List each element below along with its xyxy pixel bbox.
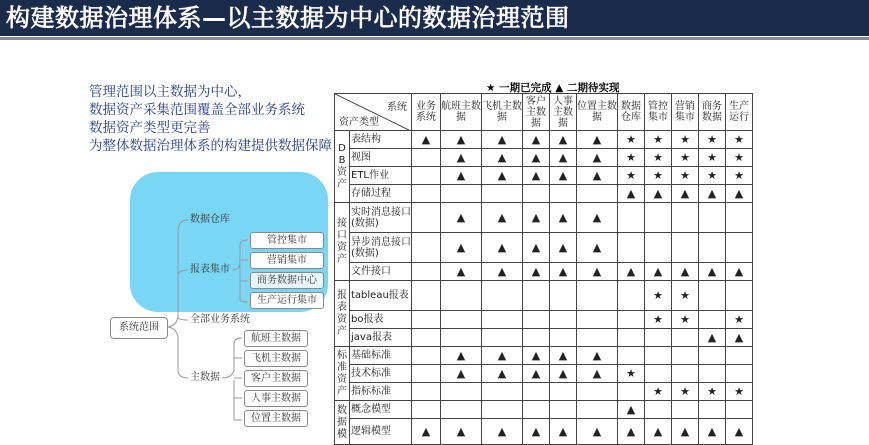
corner-system-label: 系统 xyxy=(387,102,407,113)
status-mark-cell xyxy=(412,347,441,365)
status-mark-cell: ★ xyxy=(645,149,672,167)
status-mark-cell: ▲ xyxy=(550,149,577,167)
asset-group-label: 报表资产 xyxy=(335,281,350,347)
status-mark-cell xyxy=(523,281,550,311)
status-mark-cell xyxy=(618,383,645,401)
status-mark-cell: ▲ xyxy=(482,131,523,149)
status-mark-cell xyxy=(441,185,482,203)
column-header: 飞机主数据 xyxy=(482,94,523,131)
mindmap-branch-report-mart: 报表集市 xyxy=(190,264,230,275)
status-mark-cell: ▲ xyxy=(523,131,550,149)
status-mark-cell: ▲ xyxy=(523,203,550,233)
status-mark-cell xyxy=(726,281,753,311)
asset-group-label: 接口资产 xyxy=(335,203,350,281)
status-mark-cell: ▲ xyxy=(618,263,645,281)
description-line: 数据资产采集范围覆盖全部业务系统 xyxy=(89,102,305,118)
table-row xyxy=(335,419,753,445)
status-mark-cell xyxy=(672,203,699,233)
status-mark-cell xyxy=(672,347,699,365)
status-mark-cell: ▲ xyxy=(523,233,550,263)
status-mark-cell: ▲ xyxy=(726,185,753,203)
status-mark-cell: ▲ xyxy=(577,203,618,233)
description-line: 管理范围以主数据为中心， xyxy=(89,84,251,100)
status-mark-cell xyxy=(699,203,726,233)
table-row xyxy=(335,329,753,347)
status-mark-cell: ★ xyxy=(672,131,699,149)
status-mark-cell: ▲ xyxy=(523,263,550,281)
status-mark-cell xyxy=(412,185,441,203)
status-mark-cell xyxy=(482,281,523,311)
mindmap-leaf-report: 营销集市 xyxy=(250,252,324,269)
table-corner-cell xyxy=(335,94,412,131)
status-mark-cell: ★ xyxy=(699,149,726,167)
table-body xyxy=(335,131,753,445)
status-mark-cell xyxy=(645,401,672,419)
status-mark-cell: ▲ xyxy=(441,233,482,263)
status-mark-cell xyxy=(412,401,441,419)
status-mark-cell: ▲ xyxy=(441,167,482,185)
status-mark-cell: ▲ xyxy=(699,329,726,347)
status-mark-cell: ▲ xyxy=(699,185,726,203)
status-mark-cell: ▲ xyxy=(482,365,523,383)
status-mark-cell: ▲ xyxy=(550,365,577,383)
status-mark-cell: ★ xyxy=(726,167,753,185)
asset-type-cell: 视图 xyxy=(350,149,412,167)
status-mark-cell xyxy=(441,329,482,347)
status-mark-cell: ▲ xyxy=(550,203,577,233)
status-mark-cell xyxy=(618,311,645,329)
status-mark-cell xyxy=(577,329,618,347)
asset-type-cell: java报表 xyxy=(350,329,412,347)
table-row xyxy=(335,347,753,365)
description-line: 为整体数据治理体系的构建提供数据保障 xyxy=(89,138,332,154)
status-mark-cell: ▲ xyxy=(550,263,577,281)
status-mark-cell: ★ xyxy=(726,383,753,401)
status-mark-cell xyxy=(550,281,577,311)
status-mark-cell xyxy=(618,329,645,347)
table-row xyxy=(335,365,753,383)
asset-type-cell: 实时消息接口(数据) xyxy=(350,203,412,233)
status-mark-cell: ▲ xyxy=(618,419,645,445)
status-mark-cell: ▲ xyxy=(441,203,482,233)
status-mark-cell xyxy=(699,401,726,419)
status-mark-cell xyxy=(672,401,699,419)
status-mark-cell: ★ xyxy=(645,383,672,401)
status-mark-cell xyxy=(577,185,618,203)
status-mark-cell: ▲ xyxy=(726,263,753,281)
status-mark-cell: ▲ xyxy=(482,419,523,445)
status-mark-cell xyxy=(482,401,523,419)
status-mark-cell: ▲ xyxy=(412,131,441,149)
status-mark-cell xyxy=(699,281,726,311)
page-title: 构建数据治理体系—以主数据为中心的数据治理范围 xyxy=(6,4,570,32)
status-mark-cell xyxy=(523,185,550,203)
status-mark-cell xyxy=(699,347,726,365)
status-mark-cell: ▲ xyxy=(726,329,753,347)
status-mark-cell: ▲ xyxy=(577,263,618,281)
status-mark-cell xyxy=(412,167,441,185)
status-mark-cell: ▲ xyxy=(577,149,618,167)
status-mark-cell: ▲ xyxy=(482,347,523,365)
table-row xyxy=(335,263,753,281)
mindmap-leaf-master: 客户主数据 xyxy=(244,370,308,387)
title-bar xyxy=(0,0,869,36)
column-header: 业务系统 xyxy=(412,94,441,131)
asset-type-cell: tableau报表 xyxy=(350,281,412,311)
status-mark-cell xyxy=(523,329,550,347)
status-mark-cell xyxy=(672,365,699,383)
status-mark-cell: ▲ xyxy=(482,263,523,281)
column-header: 数据仓库 xyxy=(618,94,645,131)
mindmap-leaf-master: 飞机主数据 xyxy=(244,350,308,367)
mindmap-root: 系统范围 xyxy=(110,317,168,339)
table-legend: ★ 一期已完成 ▲ 二期待实现 xyxy=(486,82,620,94)
status-mark-cell xyxy=(441,311,482,329)
status-mark-cell xyxy=(412,263,441,281)
status-mark-cell: ★ xyxy=(699,383,726,401)
column-header: 航班主数据 xyxy=(441,94,482,131)
status-mark-cell: ▲ xyxy=(645,185,672,203)
status-mark-cell xyxy=(726,365,753,383)
status-mark-cell: ▲ xyxy=(577,167,618,185)
status-mark-cell: ▲ xyxy=(577,365,618,383)
status-mark-cell xyxy=(412,149,441,167)
status-mark-cell: ▲ xyxy=(577,347,618,365)
status-mark-cell xyxy=(412,365,441,383)
status-mark-cell: ★ xyxy=(672,167,699,185)
table-row xyxy=(335,131,753,149)
status-mark-cell: ▲ xyxy=(441,263,482,281)
table-row xyxy=(335,203,753,233)
status-mark-cell xyxy=(412,281,441,311)
status-mark-cell: ▲ xyxy=(482,167,523,185)
status-mark-cell xyxy=(550,311,577,329)
status-mark-cell xyxy=(577,383,618,401)
scope-table xyxy=(334,93,753,445)
status-mark-cell xyxy=(645,203,672,233)
status-mark-cell: ▲ xyxy=(523,167,550,185)
table-row xyxy=(335,167,753,185)
status-mark-cell: ★ xyxy=(618,131,645,149)
description-line: 数据资产类型更完善 xyxy=(89,120,211,136)
mindmap-branch-all-systems: 全部业务系统 xyxy=(190,314,250,325)
status-mark-cell: ▲ xyxy=(618,185,645,203)
status-mark-cell: ▲ xyxy=(618,401,645,419)
status-mark-cell: ★ xyxy=(672,281,699,311)
status-mark-cell: ▲ xyxy=(672,263,699,281)
status-mark-cell xyxy=(618,347,645,365)
status-mark-cell: ★ xyxy=(726,311,753,329)
status-mark-cell: ▲ xyxy=(412,419,441,445)
status-mark-cell: ▲ xyxy=(441,149,482,167)
status-mark-cell: ▲ xyxy=(441,419,482,445)
status-mark-cell: ★ xyxy=(726,149,753,167)
status-mark-cell xyxy=(645,233,672,263)
table-row xyxy=(335,233,753,263)
title-underline xyxy=(0,37,869,40)
status-mark-cell: ★ xyxy=(672,383,699,401)
status-mark-cell: ▲ xyxy=(441,347,482,365)
status-mark-cell xyxy=(550,329,577,347)
status-mark-cell: ★ xyxy=(672,149,699,167)
status-mark-cell xyxy=(645,365,672,383)
status-mark-cell: ▲ xyxy=(550,419,577,445)
status-mark-cell xyxy=(726,203,753,233)
status-mark-cell: ▲ xyxy=(645,419,672,445)
asset-type-cell: 文件接口 xyxy=(350,263,412,281)
status-mark-cell xyxy=(726,347,753,365)
mindmap-branch-warehouse: 数据仓库 xyxy=(190,214,230,225)
status-mark-cell: ★ xyxy=(699,131,726,149)
status-mark-cell xyxy=(618,203,645,233)
status-mark-cell xyxy=(577,401,618,419)
table-row xyxy=(335,311,753,329)
status-mark-cell: ★ xyxy=(672,311,699,329)
status-mark-cell: ▲ xyxy=(482,149,523,167)
status-mark-cell: ▲ xyxy=(577,419,618,445)
status-mark-cell xyxy=(523,383,550,401)
status-mark-cell: ▲ xyxy=(482,203,523,233)
asset-type-cell: 概念模型 xyxy=(350,401,412,419)
status-mark-cell xyxy=(645,347,672,365)
mindmap-leaf-report: 生产运行集市 xyxy=(250,292,324,309)
column-header: 营销集市 xyxy=(672,94,699,131)
asset-type-cell: 技术标准 xyxy=(350,365,412,383)
status-mark-cell xyxy=(699,311,726,329)
status-mark-cell: ▲ xyxy=(441,365,482,383)
description-block xyxy=(89,83,339,155)
asset-type-cell: 指标标准 xyxy=(350,383,412,401)
status-mark-cell xyxy=(699,365,726,383)
status-mark-cell xyxy=(726,401,753,419)
status-mark-cell: ★ xyxy=(618,167,645,185)
status-mark-cell xyxy=(412,203,441,233)
asset-group-label: 标准资产 xyxy=(335,347,350,401)
table-row xyxy=(335,383,753,401)
status-mark-cell xyxy=(618,281,645,311)
status-mark-cell: ▲ xyxy=(672,185,699,203)
status-mark-cell: ▲ xyxy=(672,419,699,445)
status-mark-cell: ▲ xyxy=(699,263,726,281)
asset-type-cell: 逻辑模型 xyxy=(350,419,412,445)
status-mark-cell xyxy=(523,401,550,419)
status-mark-cell: ▲ xyxy=(441,131,482,149)
status-mark-cell xyxy=(726,233,753,263)
mindmap-leaf-report: 管控集市 xyxy=(250,232,324,249)
status-mark-cell: ★ xyxy=(699,167,726,185)
status-mark-cell xyxy=(577,281,618,311)
status-mark-cell xyxy=(550,401,577,419)
status-mark-cell: ▲ xyxy=(523,365,550,383)
column-header: 商务数据 xyxy=(699,94,726,131)
status-mark-cell: ▲ xyxy=(523,347,550,365)
status-mark-cell: ★ xyxy=(645,311,672,329)
status-mark-cell xyxy=(618,233,645,263)
table-row xyxy=(335,401,753,419)
status-mark-cell: ▲ xyxy=(577,233,618,263)
status-mark-cell: ▲ xyxy=(550,233,577,263)
status-mark-cell xyxy=(412,329,441,347)
status-mark-cell xyxy=(672,233,699,263)
mindmap-leaf-report: 商务数据中心 xyxy=(250,272,324,289)
status-mark-cell xyxy=(577,311,618,329)
status-mark-cell xyxy=(441,383,482,401)
mindmap-leaf-master: 人事主数据 xyxy=(244,390,308,407)
status-mark-cell xyxy=(482,383,523,401)
status-mark-cell: ★ xyxy=(645,131,672,149)
status-mark-cell xyxy=(482,329,523,347)
mindmap-branch-master-data: 主数据 xyxy=(190,372,220,383)
status-mark-cell xyxy=(550,383,577,401)
column-header: 客户主数据 xyxy=(523,94,550,131)
column-header: 管控集市 xyxy=(645,94,672,131)
status-mark-cell: ▲ xyxy=(523,149,550,167)
corner-asset-label: 资产类型 xyxy=(339,117,379,128)
status-mark-cell xyxy=(412,311,441,329)
column-header: 人事主数据 xyxy=(550,94,577,131)
status-mark-cell: ▲ xyxy=(645,263,672,281)
status-mark-cell: ▲ xyxy=(726,419,753,445)
status-mark-cell: ▲ xyxy=(577,131,618,149)
status-mark-cell: ▲ xyxy=(482,233,523,263)
asset-type-cell: 异步消息接口(数据) xyxy=(350,233,412,263)
asset-type-cell: ETL作业 xyxy=(350,167,412,185)
status-mark-cell xyxy=(699,233,726,263)
status-mark-cell xyxy=(550,185,577,203)
table-row xyxy=(335,281,753,311)
asset-type-cell: 存储过程 xyxy=(350,185,412,203)
status-mark-cell xyxy=(523,311,550,329)
status-mark-cell xyxy=(482,185,523,203)
status-mark-cell xyxy=(645,329,672,347)
status-mark-cell xyxy=(672,329,699,347)
status-mark-cell: ★ xyxy=(618,149,645,167)
status-mark-cell: ▲ xyxy=(550,131,577,149)
status-mark-cell xyxy=(441,401,482,419)
asset-type-cell: 表结构 xyxy=(350,131,412,149)
asset-type-cell: 基础标准 xyxy=(350,347,412,365)
status-mark-cell: ▲ xyxy=(550,347,577,365)
column-header: 位置主数据 xyxy=(577,94,618,131)
status-mark-cell: ★ xyxy=(645,281,672,311)
table-row xyxy=(335,149,753,167)
status-mark-cell: ▲ xyxy=(550,167,577,185)
table-row xyxy=(335,185,753,203)
status-mark-cell: ★ xyxy=(726,131,753,149)
asset-group-label: 数据模 xyxy=(335,401,350,445)
asset-type-cell: bo报表 xyxy=(350,311,412,329)
status-mark-cell xyxy=(441,281,482,311)
mindmap-leaf-master: 航班主数据 xyxy=(244,330,308,347)
status-mark-cell: ▲ xyxy=(523,419,550,445)
mindmap-leaf-master: 位置主数据 xyxy=(244,410,308,427)
status-mark-cell: ★ xyxy=(618,365,645,383)
status-mark-cell xyxy=(482,311,523,329)
status-mark-cell: ★ xyxy=(645,167,672,185)
status-mark-cell xyxy=(412,383,441,401)
status-mark-cell xyxy=(412,233,441,263)
asset-group-label: DB资产 xyxy=(335,131,350,203)
column-header: 生产运行 xyxy=(726,94,753,131)
table-header-row xyxy=(335,94,753,131)
status-mark-cell: ▲ xyxy=(699,419,726,445)
